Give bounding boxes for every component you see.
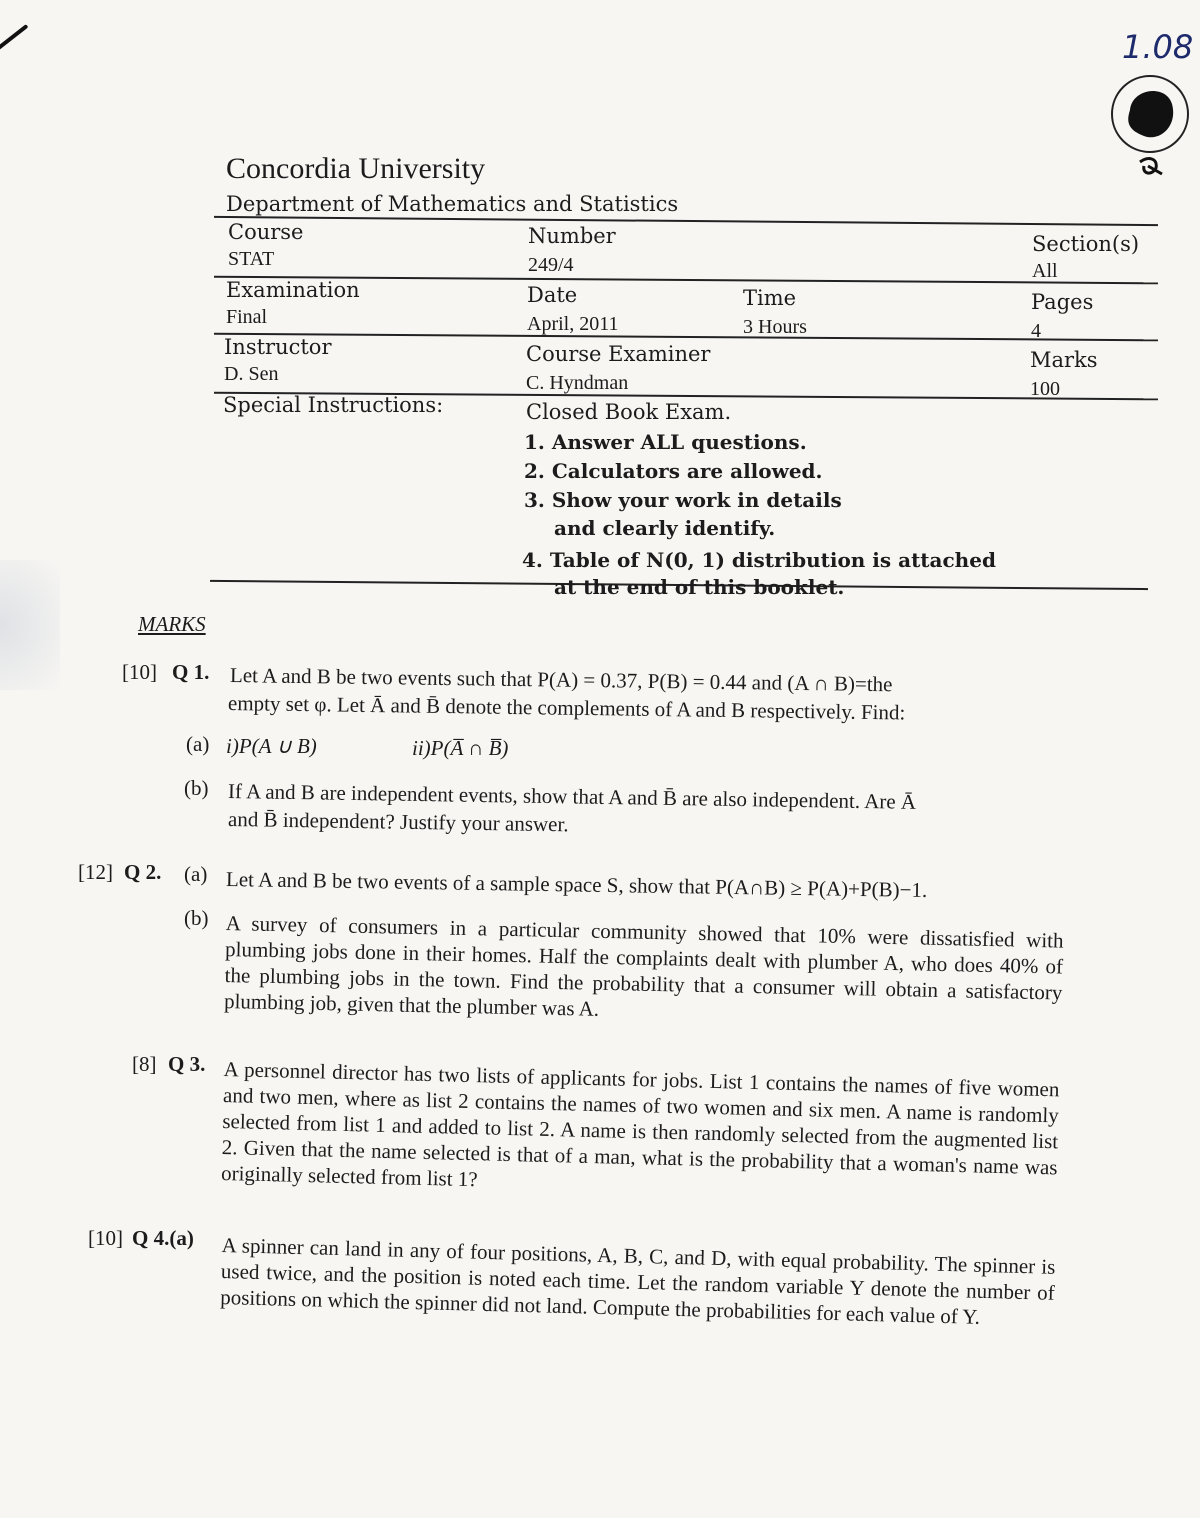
instruction-item: 4. Table of N(0, 1) distribution is attached [522,548,996,572]
q2-part-b-label: (b) [184,906,209,930]
q1-marks: [10] [122,660,157,684]
pages-value: 4 [1031,320,1041,342]
q1-part-a-ii: ii)P(A̅ ∩ B̅) [412,736,509,760]
university-title: Concordia University [226,152,486,185]
q4-number: Q 4.(a) [132,1226,194,1250]
time-value: 3 Hours [743,316,807,338]
q3-marks: [8] [132,1052,157,1076]
q1-part-b-label: (b) [184,776,209,800]
instruction-closed-book: Closed Book Exam. [526,400,732,424]
q3-text: A personnel director has two lists of applicants for jobs. List 1 contains the names of five women and two men, where as list 2 contains the names of two women and six men. A name is randomly selected from list 1 and added to list 2. A name is then randomly selected from the augmented list 2. Given that the name selected is that of a man, what is the probability that a woman's name was originally selected from list 1? [220,1056,1060,1192]
table-row-rule [214,333,1158,342]
instruction-item-continued: at the end of this booklet. [554,575,845,599]
course-value: STAT [228,248,275,270]
q4-text: A spinner can land in any of four positions, A, B, C, and D, with equal probability. The spinner is used twice, and the position is noted each time. Let the random variable Y denote the number of positions on which the spinner did not land. Compute the probabilities for each value of Y. [219,1232,1056,1329]
scan-smudge [0,560,60,690]
number-label: Number [528,224,616,248]
q2-part-a-text: Let A and B be two events of a sample space S, show that P(A∩B) ≥ P(A)+P(B)−1. [225,867,928,903]
date-value: April, 2011 [527,313,619,335]
table-top-rule [214,216,1158,226]
q1-part-a-i: i)P(A ∪ B) [226,734,317,758]
instruction-item: 1. Answer ALL questions. [524,430,807,454]
marks-label: Marks [1030,348,1098,372]
special-instructions-label: Special Instructions: [223,393,444,417]
q2-part-b-text: A survey of consumers in a particular community showed that 10% were dissatisfied with plumbing jobs done in their homes. Half the complaints dealt with plumber A, who does 40% of the plumbing jobs in the town. Find the probability that a consumer will obtain a satisfactory plumbing job, given that the plumber was A. [223,910,1064,1021]
department-name: Department of Mathematics and Statistics [226,192,679,216]
q1-line: empty set φ. Let Ā and B̄ denote the complements of A and B respectively. Find: [227,691,906,725]
examiner-label: Course Examiner [526,342,711,366]
time-label: Time [743,286,797,310]
q1-part-b-line: If A and B are independent events, show that A and B̄ are also independent. Are Ā [227,779,917,814]
instruction-item: 2. Calculators are allowed. [524,459,823,483]
sections-value: All [1032,260,1058,282]
instructor-label: Instructor [224,335,332,359]
course-label: Course [228,220,304,244]
q1-part-b-line: and B̄ independent? Justify your answer. [227,807,569,837]
sections-label: Section(s) [1032,232,1140,256]
q1-number: Q 1. [172,660,210,684]
exam-value: Final [226,306,268,328]
q1-part-a-label: (a) [186,732,210,756]
instruction-item-continued: and clearly identify. [554,516,776,540]
q4-marks: [10] [88,1226,123,1250]
number-value: 249/4 [528,254,574,276]
marks-value: 100 [1030,378,1060,400]
pages-label: Pages [1031,290,1094,314]
q2-marks: [12] [78,860,113,884]
ink-seal-icon [1104,70,1194,190]
q1-line: Let A and B be two events such that P(A) = 0.37, P(B) = 0.44 and (A ∩ B)=the [229,663,893,697]
pen-mark [0,24,28,68]
q3-number: Q 3. [168,1052,206,1076]
instruction-item: 3. Show your work in details [524,488,842,512]
marks-heading: MARKS [138,612,206,636]
date-label: Date [527,283,578,307]
instructor-value: D. Sen [224,363,279,385]
examiner-value: C. Hyndman [526,372,629,394]
exam-label: Examination [226,278,360,302]
handwritten-score: 1.08 [1122,28,1194,66]
q2-part-a-label: (a) [184,862,208,886]
q2-number: Q 2. [124,860,162,884]
